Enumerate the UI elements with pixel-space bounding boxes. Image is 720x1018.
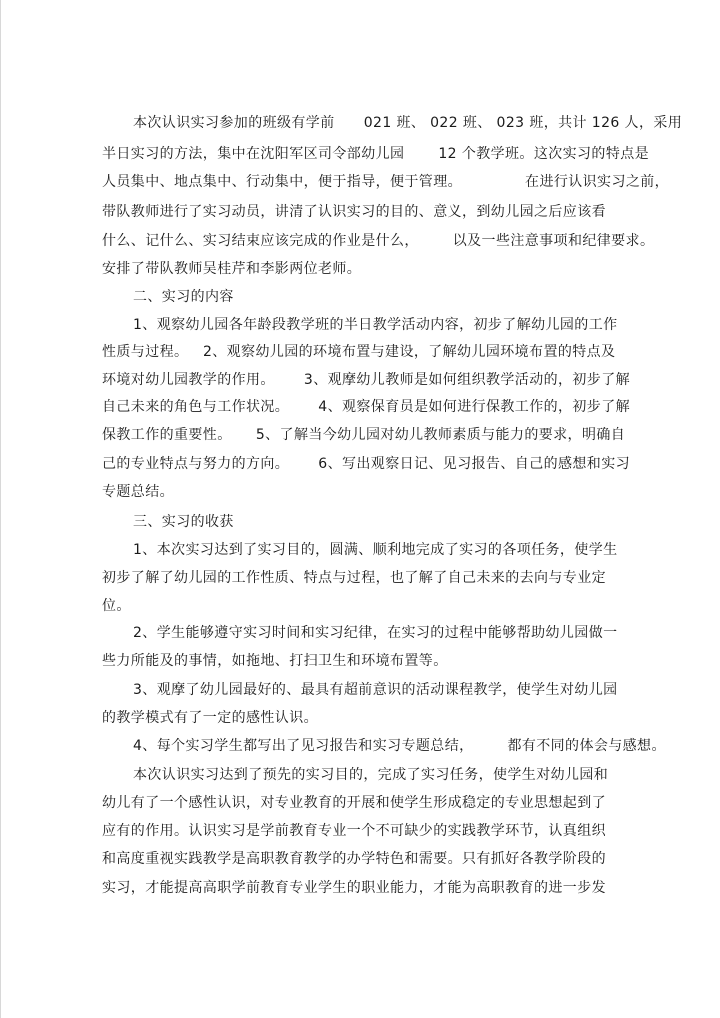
text-line: 什么、记什么、实习结束应该完成的作业是什么， 以及一些注意事项和纪律要求。 [102,233,655,249]
text-line: 安排了带队教师吴桂芹和李影两位老师。 [102,261,362,277]
text-line: 应有的作用。认识实习是学前教育专业一个不可缺少的实践教学环节，认真组织 [102,823,606,839]
text-line: 初步了解了幼儿园的工作性质、特点与过程，也了解了自己未来的去向与专业定 [102,570,606,586]
text-line: 幼儿有了一个感性认识，对专业教育的开展和使学生形成稳定的专业思想起到了 [102,795,606,811]
text-line: 4、每个实习学生都写出了见习报告和实习专题总结， 都有不同的体会与感想。 [133,738,666,754]
text-line: 带队教师进行了实习动员，讲清了认识实习的目的、意义，到幼儿园之后应该看 [102,204,606,220]
text-line: 性质与过程。 2、观察幼儿园的环境布置与建设，了解幼儿园环境布置的特点及 [102,344,616,360]
text-line: 本次认识实习参加的班级有学前 021 班、 022 班、 023 班，共计 126 人，采用 [133,115,683,131]
text-line: 和高度重视实践教学是高职教育教学的办学特色和需要。只有抓好各教学阶段的 [102,851,606,867]
text-line: 半日实习的方法，集中在沈阳军区司令部幼儿园 12 个教学班。这次实习的特点是 [102,146,650,162]
text-line: 人员集中、地点集中、行动集中，便于指导，便于管理。 在进行认识实习之前， [102,174,670,190]
text-line: 自己未来的角色与工作状况。 4、观察保育员是如何进行保教工作的，初步了解 [102,399,631,415]
section-heading: 二、实习的内容 [133,289,234,305]
text-line: 些力所能及的事情，如拖地、打扫卫生和环境布置等。 [102,653,448,669]
text-line: 环境对幼儿园教学的作用。 3、观摩幼儿教师是如何组织教学活动的，初步了解 [102,372,631,388]
text-line: 位。 [102,598,131,614]
text-line: 专题总结。 [102,484,174,500]
text-line: 己的专业特点与努力的方向。 6、写出观察日记、见习报告、自己的感想和实习 [102,456,631,472]
text-line: 的教学模式有了一定的感性认识。 [102,710,318,726]
text-line: 实习，才能提高高职学前教育专业学生的职业能力，才能为高职教育的进一步发 [102,880,606,896]
text-line: 1、观察幼儿园各年龄段教学班的半日教学活动内容，初步了解幼儿园的工作 [133,317,618,333]
text-line: 2、学生能够遵守实习时间和实习纪律，在实习的过程中能够帮助幼儿园做一 [133,625,618,641]
text-line: 本次认识实习达到了预先的实习目的，完成了实习任务，使学生对幼儿园和 [133,767,609,783]
text-line: 3、观摩了幼儿园最好的、最具有超前意识的活动课程教学，使学生对幼儿园 [133,682,618,698]
section-heading: 三、实习的收获 [133,514,234,530]
text-line: 保教工作的重要性。 5、了解当今幼儿园对幼儿教师素质与能力的要求，明确自 [102,427,626,443]
text-line: 1、本次实习达到了实习目的，圆满、顺利地完成了实习的各项任务，使学生 [133,542,618,558]
